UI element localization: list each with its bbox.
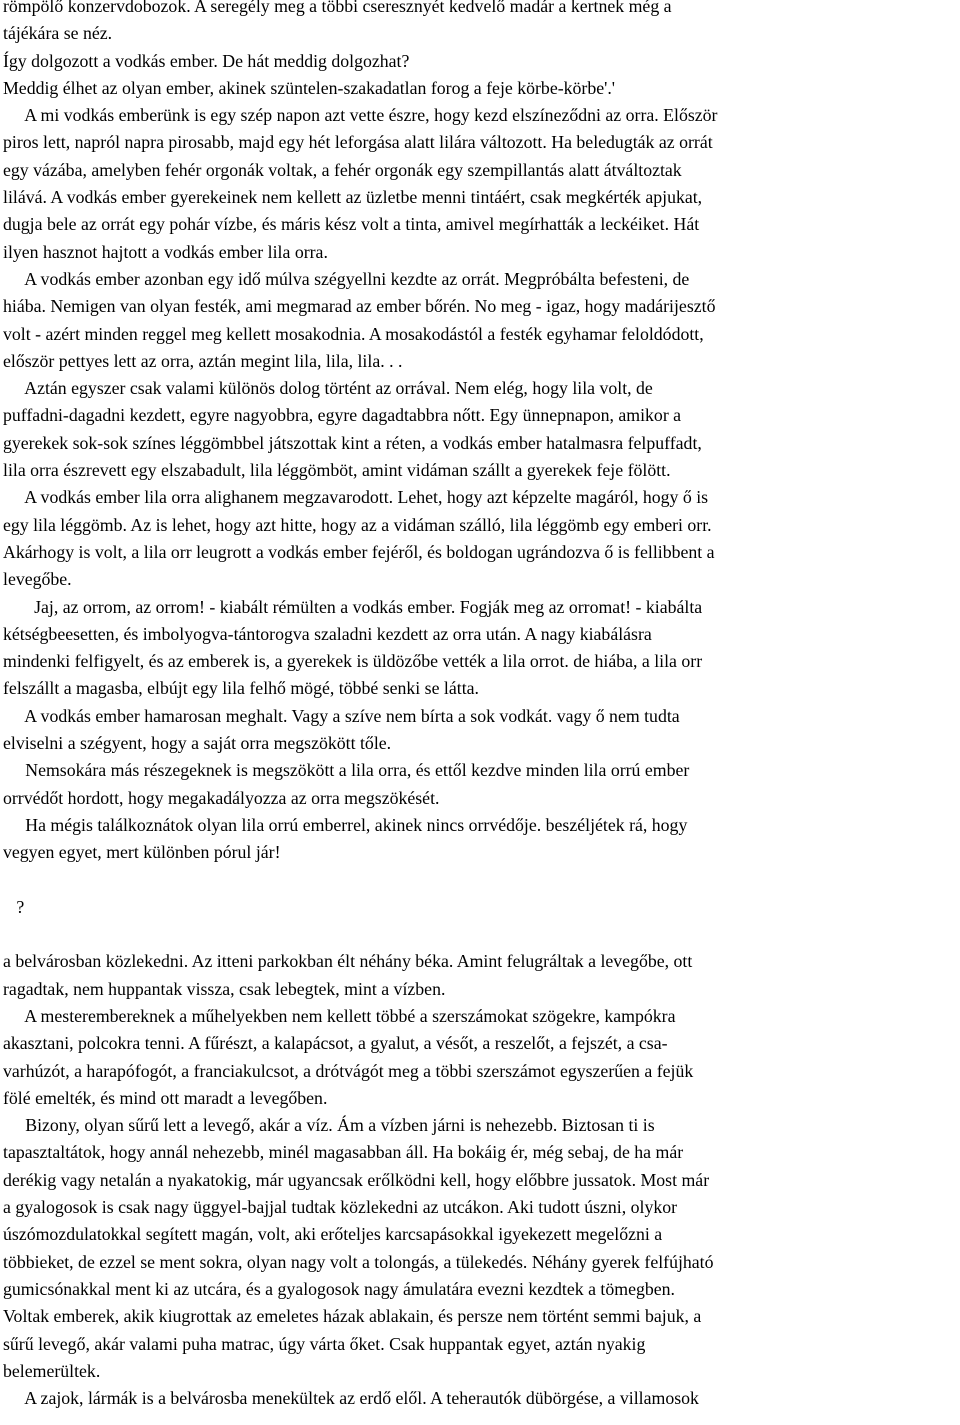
text-line: gyerekek sok-sok színes léggömbbel játszottak kint a réten, a vodkás ember hatalmasra felpuffadt,: [3, 432, 702, 453]
text-line: derékig vagy netalán a nyakatokig, már ugyancsak erőlködni kell, hogy előbbre jussatok. Most már: [3, 1169, 710, 1190]
text-line: Meddig élhet az olyan ember, akinek szüntelen-szakadatlan forog a feje körbe-körbe'.': [3, 77, 615, 98]
text-line: kétségbeesetten, és imbolyogva-tántorogva szaladni kezdett az orra után. A nagy kiabálásra: [3, 623, 652, 644]
text-line: egy vázába, amelyben fehér orgonák voltak, a fehér orgonák egy szempillantás alatt átváltoztak: [3, 159, 682, 180]
text-line: Aztán egyszer csak valami különös dolog történt az orrával. Nem elég, hogy lila volt, de: [3, 378, 653, 399]
document-page: [3, 0, 960, 1412]
text-line: hiába. Nemigen van olyan festék, ami megmarad az ember bőrén. No meg - igaz, hogy madárijesztő: [3, 296, 716, 317]
text-line: a gyalogosok is csak nagy üggyel-bajjal tudtak közlekedni az utcákon. Aki tudott úszni, olykor: [3, 1197, 678, 1218]
text-line: A vodkás ember azonban egy idő múlva szégyellni kezdte az orrát. Megpróbálta befesteni, de: [3, 268, 690, 289]
text-line: Így dolgozott a vodkás ember. De hát meddig dolgozhat?: [3, 50, 410, 71]
text-line: dugja bele az orrát egy pohár vízbe, és máris kész volt a tinta, amivel megírhatták a leckéiket. Hát: [3, 214, 700, 235]
text-line: úszómozdulatokkal segített magán, volt, aki erőteljes karcsapásokkal igyekezett megelőzni a: [3, 1224, 663, 1245]
text-line: Akárhogy is volt, a lila orr leugrott a vodkás ember fejéről, és boldogan ugrándozva ő is fellibbent a: [3, 541, 715, 562]
text-line: A mi vodkás emberünk is egy szép napon azt vette észre, hogy kezd elszíneződni az orra. Először: [3, 105, 718, 126]
text-line: Nemsokára más részegeknek is megszökött a lila orra, és ettől kezdve minden lila orrú ember: [3, 760, 690, 781]
text-line: A vodkás ember lila orra alighanem megzavarodott. Lehet, hogy azt képzelte magáról, hogy ő is: [3, 487, 709, 508]
text-line: akasztani, polcokra tenni. A fűrészt, a kalapácsot, a gyalut, a vésőt, a reszelőt, a fejszét, a csa-: [3, 1033, 668, 1054]
text-line: orrvédőt hordott, hogy megakadályozza az orra megszökését.: [3, 787, 440, 808]
text-line: ragadtak, nem huppantak vissza, csak lebegtek, mint a vízben.: [3, 978, 446, 999]
text-line: belemerültek.: [3, 1360, 101, 1381]
text-line: A zajok, lármák is a belvárosba menekültek az erdő elől. A teherautók dübörgése, a villamosok: [3, 1388, 699, 1409]
text-line: römpölő konzervdobozok. A seregély meg a többi cseresznyét kedvelő madár a kertnek még a: [3, 0, 672, 16]
text-line: A mesterembereknek a műhelyekben nem kellett többé a szerszámokat szögekre, kampókra: [3, 1005, 676, 1026]
text-block-vodkas-ember: [3, 0, 960, 867]
blank-line: [3, 867, 960, 894]
text-line: elviselni a szégyent, hogy a saját orra megszökött tőle.: [3, 733, 392, 754]
text-line: lila orra észrevett egy elszabadult, lila léggömböt, amint vidáman szállt a gyerekek feje fölött.: [3, 460, 671, 481]
blank-line: [3, 921, 960, 948]
text-line: mindenki felfigyelt, és az emberek is, a gyerekek is üldözőbe vették a lila orrot. de hiába, a lila orr: [3, 651, 703, 672]
text-line: fölé emelték, és mind ott maradt a levegőben.: [3, 1087, 328, 1108]
text-line: lilává. A vodkás ember gyerekeinek nem kellett az üzletbe menni tintáért, csak megkérték apjukat,: [3, 187, 703, 208]
text-line: Jaj, az orrom, az orrom! - kiabált rémülten a vodkás ember. Fogják meg az orromat! - kiabálta: [3, 596, 703, 617]
text-line: a belvárosban közlekedni. Az itteni parkokban élt néhány béka. Amint felugráltak a levegőbe, ott: [3, 951, 693, 972]
text-line: Bizony, olyan sűrű lett a levegő, akár a víz. Ám a vízben járni is nehezebb. Biztosan ti is: [3, 1115, 655, 1136]
text-line: tájékára se néz.: [3, 23, 113, 44]
text-line: gumicsónakkal ment ki az utcára, és a gyalogosok nagy ámulatára evezni kezdtek a tömegben.: [3, 1278, 675, 1299]
text-line: vegyen egyet, mert különben pórul jár!: [3, 842, 281, 863]
text-line: egy lila léggömb. Az is lehet, hogy azt hitte, hogy az a vidáman szálló, lila léggömb egy emberi orr.: [3, 514, 712, 535]
text-line: Ha mégis találkoznátok olyan lila orrú emberrel, akinek nincs orrvédője. beszéljétek rá, hogy: [3, 814, 688, 835]
text-line: levegőbe.: [3, 569, 72, 590]
text-line: piros lett, napról napra pirosabb, majd egy hét leforgása alatt lilára változott. Ha beledugták az orrát: [3, 132, 713, 153]
text-line: sűrű levegő, akár valami puha matrac, úgy várta őket. Csak huppantak egyet, aztán nyakig: [3, 1333, 646, 1354]
text-block-levego: [3, 948, 960, 1412]
text-line: ilyen hasznot hajtott a vodkás ember lila orra.: [3, 241, 328, 262]
text-line: A vodkás ember hamarosan meghalt. Vagy a szíve nem bírta a sok vodkát. vagy ő nem tudta: [3, 705, 680, 726]
text-line: volt - azért minden reggel meg kellett mosakodnia. A mosakodástól a festék egyhamar feloldódott,: [3, 323, 704, 344]
text-line: puffadni-dagadni kezdett, egyre nagyobbra, egyre dagadtabbra nőtt. Egy ünnepnapon, amikor a: [3, 405, 682, 426]
text-line: Voltak emberek, akik kiugrottak az emeletes házak ablakain, és persze nem történt semmi bajuk, a: [3, 1306, 702, 1327]
text-line: többieket, de ezzel se ment sokra, olyan nagy volt a tolongás, a tülekedés. Néhány gyerek felfújható: [3, 1251, 714, 1272]
text-line: felszállt a magasba, elbújt egy lila felhő mögé, többé senki se látta.: [3, 678, 479, 699]
text-line: tapasztaltátok, hogy annál nehezebb, minél magasabban áll. Ha bokáig ér, még sebaj, de ha már: [3, 1142, 684, 1163]
text-line: varhúzót, a harapófogót, a franciakulcsot, a drótvágót meg a többi szerszámot egyszerűen a fejük: [3, 1060, 694, 1081]
text-line: először pettyes lett az orra, aztán megint lila, lila, lila. . .: [3, 350, 403, 371]
question-mark: ?: [3, 896, 25, 917]
